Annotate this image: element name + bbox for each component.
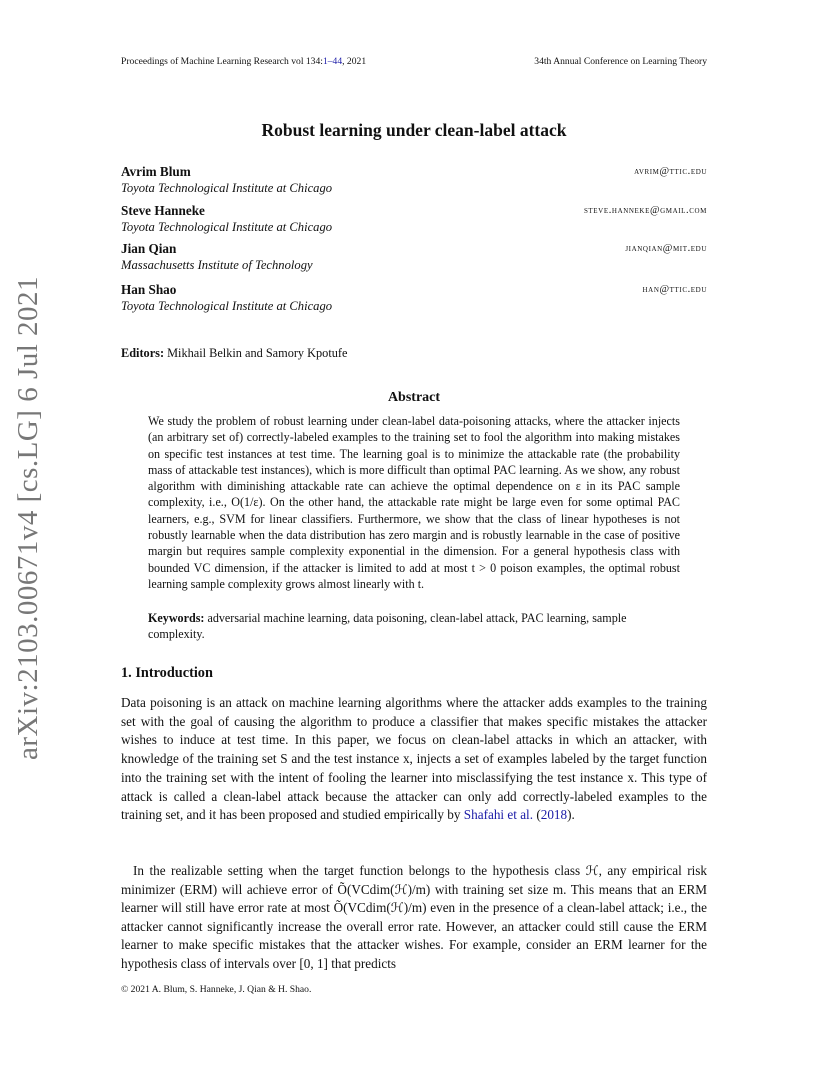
author-affiliation: Toyota Technological Institute at Chicago	[121, 181, 333, 195]
keywords-text: adversarial machine learning, data poisoning, clean-label attack, PAC learning, sample complexity.	[148, 611, 627, 642]
paper-title: Robust learning under clean-label attack	[261, 120, 567, 140]
citation-link[interactable]: Shafahi et al.	[463, 807, 534, 823]
author-affiliation: Toyota Technological Institute at Chicago	[121, 299, 333, 313]
proceedings-info: Proceedings of Machine Learning Research vol 134:1–44, 2021	[121, 56, 367, 67]
abstract-heading: Abstract	[387, 390, 441, 405]
intro-paragraph-1: Data poisoning is an attack on machine learning algorithms where the attacker adds examples to the training set with the goal of causing the algorithm to produce a classifier that makes specific mistakes the attacker wishes to induce at test time. In this paper, we focus on clean-label attacks in which an attacker, with knowledge of the training set S and the test instance x, injects a set of examples labeled by the target function into the training set with the intent of fooling the learner into misclassifying the test instance x. This type of attack is called a clean-label attack because the attacker can only add correctly-labeled examples to the training set, and it has been proposed and studied empirically by Shafahi et al. (2018).	[121, 695, 707, 823]
author-affiliation: Massachusetts Institute of Technology	[121, 258, 313, 272]
intro-paragraph-2: In the realizable setting when the target function belongs to the hypothesis class ℋ, any empirical risk minimizer (ERM) will achieve error of Õ(VCdim(ℋ)/m) with training set size m. This means that an ERM learner will still have error rate at most Õ(VCdim(ℋ)/m) even in the presence of a clean-label attack; i.e., the attacker cannot significantly increase the overall error rate. However, an attacker could still cause the ERM learner to make specific mistakes that the attacker wishes. For example, consider an ERM learner for the hypothesis class of intervals over [0, 1] that predicts	[121, 863, 707, 971]
author-affiliation: Toyota Technological Institute at Chicago	[121, 220, 333, 234]
running-header	[121, 56, 707, 67]
author-email[interactable]: avrim@ttic.edu	[634, 166, 707, 177]
section-heading	[121, 665, 213, 682]
editors-names: Mikhail Belkin and Samory Kpotufe	[167, 346, 348, 360]
page-range-link[interactable]: 1–44	[322, 56, 343, 67]
author-block	[121, 282, 707, 314]
section-number: 1.	[121, 665, 132, 681]
author-name: Jian Qian	[121, 241, 177, 256]
arxiv-stamp: arXiv:2103.00671v4 [cs.LG] 6 Jul 2021	[12, 275, 44, 760]
keywords-line	[148, 610, 680, 643]
author-name: Han Shao	[121, 282, 177, 297]
keywords-label: Keywords:	[148, 611, 205, 625]
author-block	[121, 241, 707, 273]
citation-year-link[interactable]: 2018	[540, 807, 568, 823]
copyright-footer: © 2021 A. Blum, S. Hanneke, J. Qian & H. Shao.	[121, 984, 312, 995]
author-name: Avrim Blum	[121, 164, 191, 179]
editors-line	[121, 346, 347, 361]
author-block	[121, 203, 707, 235]
section-title: Introduction	[135, 665, 213, 681]
author-name: Steve Hanneke	[121, 203, 205, 218]
author-email[interactable]: jianqian@mit.edu	[625, 243, 707, 254]
abstract-text: We study the problem of robust learning under clean-label data-poisoning attacks, where the attacker injects (an arbitrary set of) correctly-labeled examples to the training set to fool the algorithm into making mistakes on specific test instances at test time. The learning goal is to minimize the attackable rate (the probability mass of attackable test instances), which is more difficult than optimal PAC learning. As we show, any robust algorithm with diminishing attackable rate can achieve the optimal dependence on ε in its PAC sample complexity, i.e., O(1/ε). On the other hand, the attackable rate might be large even for some optimal PAC learners, e.g., SVM for linear classifiers. Furthermore, we show that the class of linear hypotheses is not robustly learnable when the data distribution has zero margin and is robustly learnable in the case of positive margin but requires sample complexity exponential in the dimension. For a general hypothesis class with bounded VC dimension, if the attacker is limited to add at most t > 0 poison examples, the optimal robust learning sample complexity grows almost linearly with t.	[148, 414, 680, 591]
conference-name: 34th Annual Conference on Learning Theory	[534, 56, 707, 67]
author-block	[121, 164, 707, 196]
editors-label: Editors:	[121, 346, 165, 360]
author-email[interactable]: han@ttic.edu	[642, 284, 707, 295]
author-email[interactable]: steve.hanneke@gmail.com	[583, 205, 707, 216]
